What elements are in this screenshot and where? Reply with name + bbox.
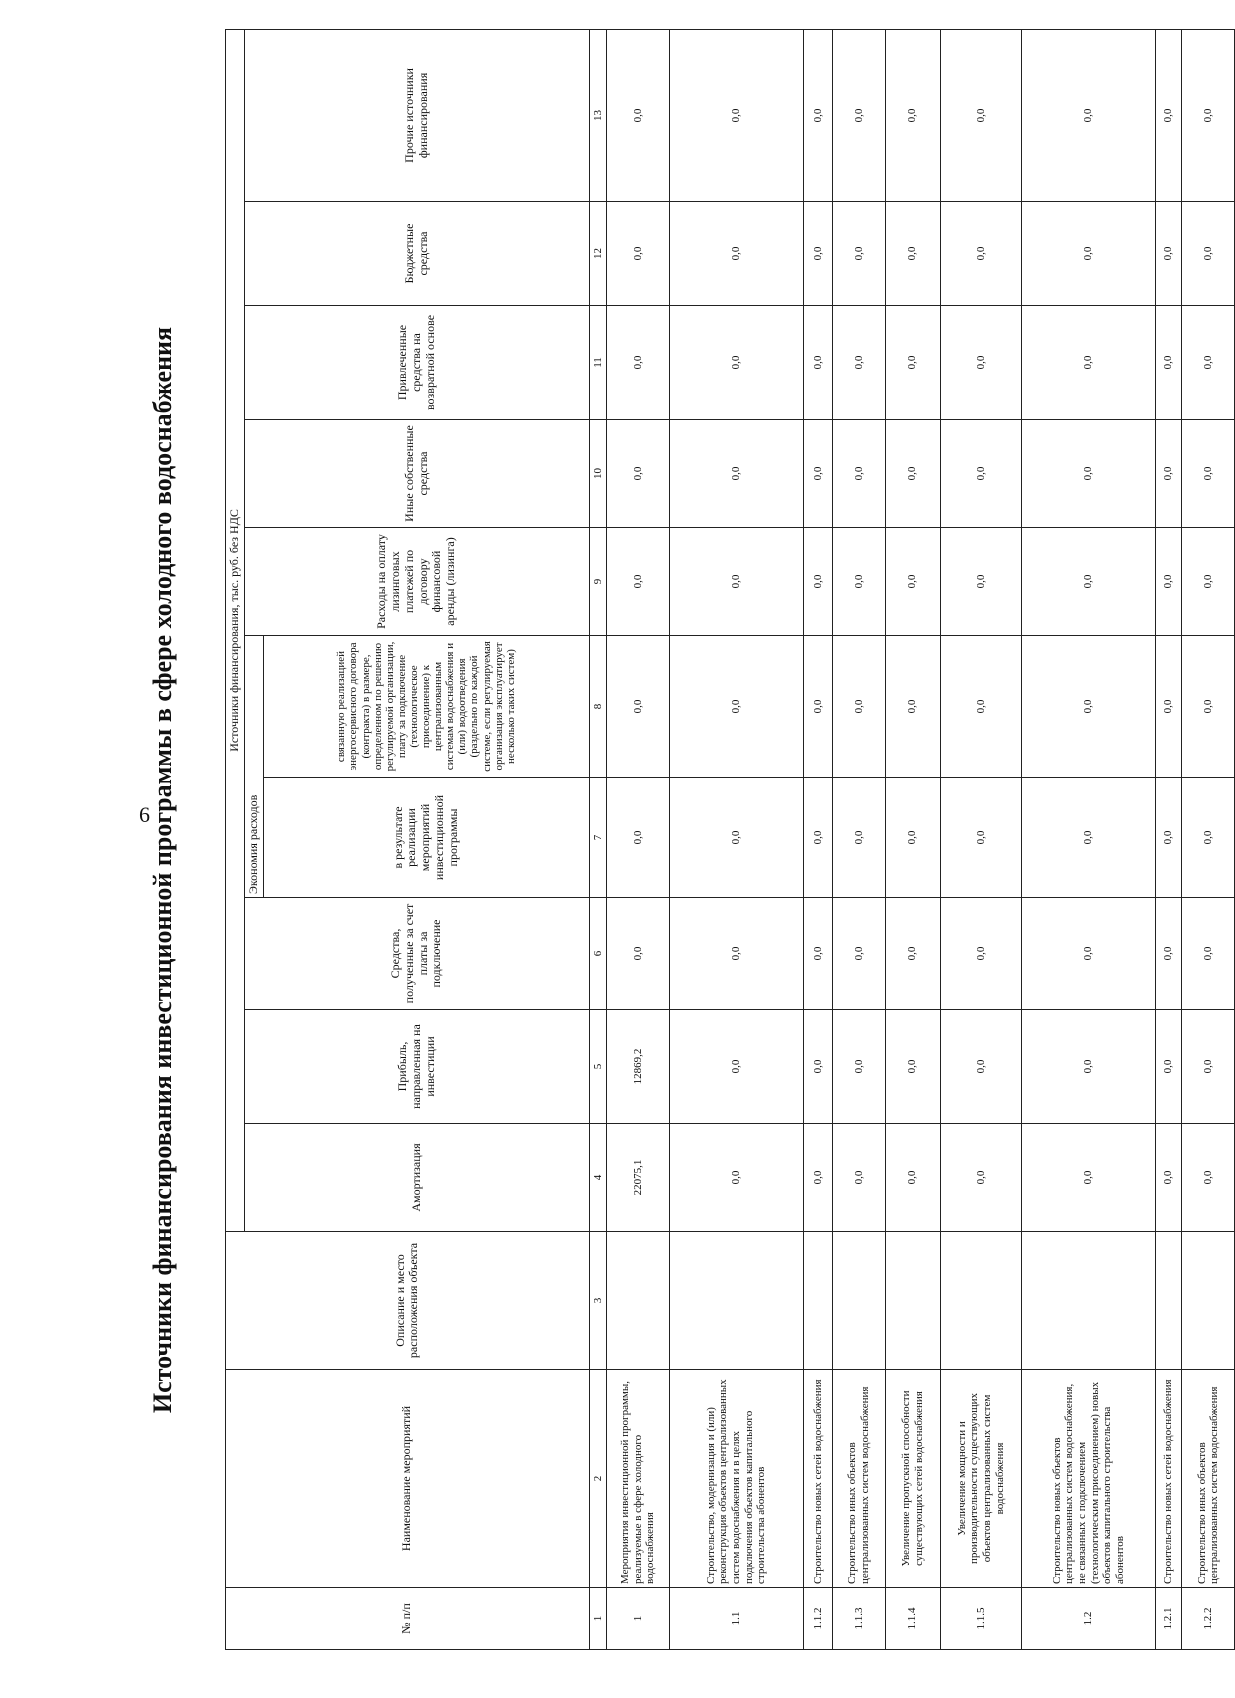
col-number: 2 bbox=[589, 1370, 607, 1588]
row-num: 1.2.2 bbox=[1182, 1588, 1235, 1650]
cell-own: 0,0 bbox=[941, 420, 1022, 528]
header-economy-a: в результате реализации мероприятий инвестиционной программы bbox=[263, 778, 589, 898]
cell-own: 0,0 bbox=[803, 420, 832, 528]
row-num: 1.2 bbox=[1022, 1588, 1156, 1650]
cell-own: 0,0 bbox=[1156, 420, 1182, 528]
cell-leasing: 0,0 bbox=[1022, 528, 1156, 636]
cell-budget: 0,0 bbox=[885, 202, 940, 306]
cell-other: 0,0 bbox=[941, 29, 1022, 201]
cell-leasing: 0,0 bbox=[833, 528, 885, 636]
row-num: 1.1.3 bbox=[833, 1588, 885, 1650]
cell-profit: 0,0 bbox=[1156, 1010, 1182, 1124]
cell-economy-b: 0,0 bbox=[1156, 636, 1182, 778]
row-num: 1.1.2 bbox=[803, 1588, 832, 1650]
table-row bbox=[833, 29, 885, 1649]
header-num: № п/п bbox=[226, 1588, 590, 1650]
cell-budget: 0,0 bbox=[607, 202, 670, 306]
cell-profit: 0,0 bbox=[803, 1010, 832, 1124]
cell-budget: 0,0 bbox=[1156, 202, 1182, 306]
cell-economy-a: 0,0 bbox=[1182, 778, 1235, 898]
table-row bbox=[1182, 29, 1235, 1649]
header-profit: Прибыль, направленная на инвестиции bbox=[244, 1010, 589, 1124]
cell-other: 0,0 bbox=[1156, 29, 1182, 201]
col-number: 12 bbox=[589, 202, 607, 306]
cell-other: 0,0 bbox=[607, 29, 670, 201]
cell-borrowed: 0,0 bbox=[803, 306, 832, 420]
cell-economy-b: 0,0 bbox=[1022, 636, 1156, 778]
row-num: 1.1 bbox=[669, 1588, 803, 1650]
cell-amort: 0,0 bbox=[833, 1124, 885, 1232]
row-num: 1 bbox=[607, 1588, 670, 1650]
col-number: 4 bbox=[589, 1124, 607, 1232]
cell-connection: 0,0 bbox=[941, 898, 1022, 1010]
col-number: 3 bbox=[589, 1232, 607, 1370]
row-num: 1.1.5 bbox=[941, 1588, 1022, 1650]
header-sources-group: Источники финансирования, тыс. руб. без НДС bbox=[226, 29, 245, 1231]
row-num: 1.2.1 bbox=[1156, 1588, 1182, 1650]
col-number: 11 bbox=[589, 306, 607, 420]
cell-leasing: 0,0 bbox=[941, 528, 1022, 636]
table-row bbox=[607, 29, 670, 1649]
cell-connection: 0,0 bbox=[803, 898, 832, 1010]
financing-table bbox=[225, 29, 1235, 1650]
header-leasing: Расходы на оплату лизинговых платежей по договору финансовой аренды (лизинга) bbox=[244, 528, 589, 636]
cell-budget: 0,0 bbox=[1022, 202, 1156, 306]
cell-own: 0,0 bbox=[833, 420, 885, 528]
header-borrowed: Привлеченные средства на возвратной основе bbox=[244, 306, 589, 420]
cell-connection: 0,0 bbox=[1156, 898, 1182, 1010]
cell-profit: 12869,2 bbox=[607, 1010, 670, 1124]
row-desc bbox=[1156, 1232, 1182, 1370]
col-number: 7 bbox=[589, 778, 607, 898]
cell-other: 0,0 bbox=[833, 29, 885, 201]
cell-connection: 0,0 bbox=[1022, 898, 1156, 1010]
cell-connection: 0,0 bbox=[607, 898, 670, 1010]
table-row bbox=[1022, 29, 1156, 1649]
cell-economy-b: 0,0 bbox=[669, 636, 803, 778]
header-amort: Амортизация bbox=[244, 1124, 589, 1232]
cell-amort: 0,0 bbox=[1182, 1124, 1235, 1232]
cell-economy-a: 0,0 bbox=[833, 778, 885, 898]
row-name: Строительство, модернизация и (или) реконструкция объектов централизованных систем водоснабжения и в целях подключения объектов капитального строительства абонентов bbox=[669, 1370, 803, 1588]
cell-economy-b: 0,0 bbox=[1182, 636, 1235, 778]
row-desc bbox=[669, 1232, 803, 1370]
cell-connection: 0,0 bbox=[833, 898, 885, 1010]
cell-profit: 0,0 bbox=[833, 1010, 885, 1124]
header-economy-group: Экономия расходов bbox=[244, 636, 263, 898]
cell-profit: 0,0 bbox=[941, 1010, 1022, 1124]
cell-other: 0,0 bbox=[803, 29, 832, 201]
row-desc bbox=[1182, 1232, 1235, 1370]
cell-other: 0,0 bbox=[1022, 29, 1156, 201]
row-name: Мероприятия инвестиционной программы, реализуемые в сфере холодного водоснабжения bbox=[607, 1370, 670, 1588]
cell-borrowed: 0,0 bbox=[1022, 306, 1156, 420]
row-desc bbox=[833, 1232, 885, 1370]
cell-budget: 0,0 bbox=[833, 202, 885, 306]
header-economy-b: связанную реализацией энергосервисного договора (контракта) в размере, определенном по решению регулируемой организации, плату за подключение (технологическое присоединение) к централизованным системам водоснабжения и (или) водоотведения (раздельно по каждой системе, если регулируемая организация эксплуатирует несколько таких систем) bbox=[263, 636, 589, 778]
cell-economy-a: 0,0 bbox=[669, 778, 803, 898]
table-row bbox=[669, 29, 803, 1649]
header-connection: Средства, полученные за счет платы за подключение bbox=[244, 898, 589, 1010]
row-num: 1.1.4 bbox=[885, 1588, 940, 1650]
cell-connection: 0,0 bbox=[885, 898, 940, 1010]
col-number: 1 bbox=[589, 1588, 607, 1650]
cell-profit: 0,0 bbox=[1022, 1010, 1156, 1124]
cell-profit: 0,0 bbox=[669, 1010, 803, 1124]
cell-amort: 0,0 bbox=[803, 1124, 832, 1232]
header-name: Наименование мероприятий bbox=[226, 1370, 590, 1588]
header-budget: Бюджетные средства bbox=[244, 202, 589, 306]
cell-own: 0,0 bbox=[1182, 420, 1235, 528]
col-number: 8 bbox=[589, 636, 607, 778]
table-row bbox=[885, 29, 940, 1649]
cell-economy-b: 0,0 bbox=[941, 636, 1022, 778]
cell-economy-a: 0,0 bbox=[941, 778, 1022, 898]
page-title: Источники финансирования инвестиционной программы в сфере холодного водоснабжения bbox=[148, 326, 177, 1414]
cell-other: 0,0 bbox=[885, 29, 940, 201]
row-name: Строительство новых объектов централизованных систем водоснабжения, не связанных с подключением (технологическим присоединением) новых объектов капитального строительства абонентов bbox=[1022, 1370, 1156, 1588]
cell-connection: 0,0 bbox=[669, 898, 803, 1010]
cell-budget: 0,0 bbox=[1182, 202, 1235, 306]
cell-economy-a: 0,0 bbox=[803, 778, 832, 898]
cell-budget: 0,0 bbox=[803, 202, 832, 306]
cell-borrowed: 0,0 bbox=[1182, 306, 1235, 420]
cell-borrowed: 0,0 bbox=[833, 306, 885, 420]
col-number: 5 bbox=[589, 1010, 607, 1124]
cell-economy-a: 0,0 bbox=[1156, 778, 1182, 898]
cell-economy-b: 0,0 bbox=[885, 636, 940, 778]
col-number: 10 bbox=[589, 420, 607, 528]
table-row bbox=[941, 29, 1022, 1649]
header-desc: Описание и место расположения объекта bbox=[226, 1232, 590, 1370]
cell-other: 0,0 bbox=[669, 29, 803, 201]
cell-connection: 0,0 bbox=[1182, 898, 1235, 1010]
cell-borrowed: 0,0 bbox=[941, 306, 1022, 420]
cell-economy-a: 0,0 bbox=[607, 778, 670, 898]
row-desc bbox=[885, 1232, 940, 1370]
cell-amort: 0,0 bbox=[669, 1124, 803, 1232]
header-own: Иные собственные средства bbox=[244, 420, 589, 528]
cell-leasing: 0,0 bbox=[607, 528, 670, 636]
cell-own: 0,0 bbox=[885, 420, 940, 528]
cell-economy-a: 0,0 bbox=[1022, 778, 1156, 898]
cell-profit: 0,0 bbox=[1182, 1010, 1235, 1124]
col-number: 13 bbox=[589, 29, 607, 201]
col-number: 6 bbox=[589, 898, 607, 1010]
cell-borrowed: 0,0 bbox=[669, 306, 803, 420]
cell-borrowed: 0,0 bbox=[607, 306, 670, 420]
row-desc bbox=[607, 1232, 670, 1370]
cell-own: 0,0 bbox=[1022, 420, 1156, 528]
cell-amort: 0,0 bbox=[885, 1124, 940, 1232]
row-name: Строительство иных объектов централизованных систем водоснабжения bbox=[833, 1370, 885, 1588]
row-desc bbox=[1022, 1232, 1156, 1370]
page-number: 6 bbox=[139, 802, 150, 827]
cell-economy-a: 0,0 bbox=[885, 778, 940, 898]
cell-other: 0,0 bbox=[1182, 29, 1235, 201]
table-row bbox=[803, 29, 832, 1649]
cell-own: 0,0 bbox=[607, 420, 670, 528]
cell-profit: 0,0 bbox=[885, 1010, 940, 1124]
cell-amort: 22075,1 bbox=[607, 1124, 670, 1232]
cell-leasing: 0,0 bbox=[885, 528, 940, 636]
cell-economy-b: 0,0 bbox=[803, 636, 832, 778]
row-name: Строительство новых сетей водоснабжения bbox=[1156, 1370, 1182, 1588]
cell-borrowed: 0,0 bbox=[885, 306, 940, 420]
cell-amort: 0,0 bbox=[1156, 1124, 1182, 1232]
cell-borrowed: 0,0 bbox=[1156, 306, 1182, 420]
row-desc bbox=[803, 1232, 832, 1370]
row-name: Увеличение мощности и производительности существующих объектов централизованных систем водоснабжения bbox=[941, 1370, 1022, 1588]
header-other: Прочие источники финансирования bbox=[244, 29, 589, 201]
cell-leasing: 0,0 bbox=[1156, 528, 1182, 636]
cell-budget: 0,0 bbox=[941, 202, 1022, 306]
cell-leasing: 0,0 bbox=[669, 528, 803, 636]
row-name: Строительство новых сетей водоснабжения bbox=[803, 1370, 832, 1588]
cell-leasing: 0,0 bbox=[803, 528, 832, 636]
rotated-table-wrapper bbox=[225, 30, 1235, 1650]
cell-amort: 0,0 bbox=[941, 1124, 1022, 1232]
cell-budget: 0,0 bbox=[669, 202, 803, 306]
cell-economy-b: 0,0 bbox=[833, 636, 885, 778]
row-name: Строительство иных объектов централизованных систем водоснабжения bbox=[1182, 1370, 1235, 1588]
cell-own: 0,0 bbox=[669, 420, 803, 528]
cell-amort: 0,0 bbox=[1022, 1124, 1156, 1232]
table-row bbox=[1156, 29, 1182, 1649]
cell-leasing: 0,0 bbox=[1182, 528, 1235, 636]
row-desc bbox=[941, 1232, 1022, 1370]
cell-economy-b: 0,0 bbox=[607, 636, 670, 778]
col-number: 9 bbox=[589, 528, 607, 636]
row-name: Увеличение пропускной способности существующих сетей водоснабжения bbox=[885, 1370, 940, 1588]
